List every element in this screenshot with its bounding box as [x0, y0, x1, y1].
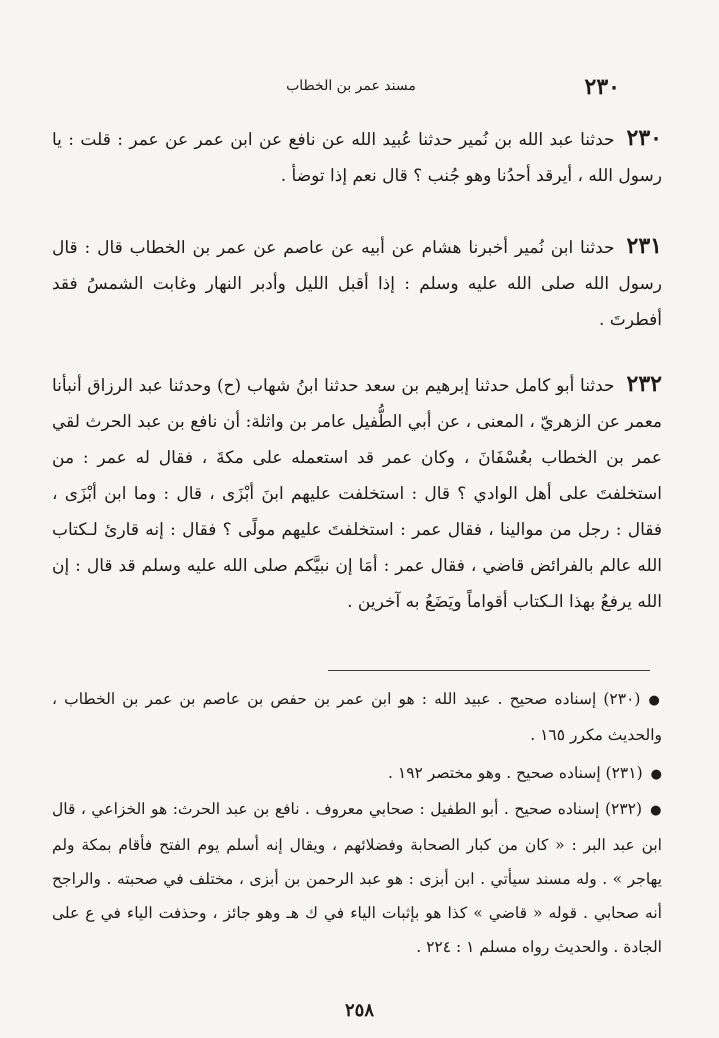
hadith-entry — [52, 366, 662, 620]
footnote — [52, 682, 662, 752]
hadith-text: حدثنا عبد الله بن نُمير حدثنا عُبيد الله عن نافع عن ابن عمر عن عمر : قلت : يا رسول الله ، أيرقد أحدُنا وهو جُنب ؟ قال نعم إذا توضأ . — [52, 130, 662, 186]
footnote — [52, 792, 662, 964]
bullet-icon: ● — [648, 693, 662, 708]
hadith-text: حدثنا أبو كامل حدثنا إبرهيم بن سعد حدثنا ابنُ شهاب (ح) وحدثنا عبد الرزاق أنبأنا معمر عن الزهريّ ، المعنى ، عن أبي الطُّفيل عامر بن واثلة: أن نافع بن عبد الحرث لقي عمر بن الخطاب بعُسْفَانَ ، وكان عمر قد استعمله على مكةَ ، فقال له عمر : من استخلفتَ على أهل الوادي ؟ قال : استخلفت عليهم ابنَ أبْزَى ، قال : وما ابن أبْزَى ، فقال : رجل من موالينا ، فقال عمر : استخلفتَ عليهم مولًى ؟ فقال : إنه قارئ لـكتاب الله عالم بالفرائض قاضي ، فقال عمر : أمَا إن نبيَّكم صلى الله عليه وسلم قد قال : إن الله يرفعُ بهذا الـكتاب أقواماً ويَضَعُ به آخرين . — [52, 376, 662, 612]
bullet-icon: ● — [650, 767, 662, 782]
footnote-text: (٢٣١) إسناده صحيح . وهو مختصر ١٩٢ . — [388, 764, 643, 782]
hadith-number: ٢٣١ — [626, 233, 662, 259]
page-number: ٢٣٠ — [584, 74, 620, 100]
footnote-text: (٢٣٢) إسناده صحيح . أبو الطفيل : صحابي معروف . نافع بن عبد الحرث: هو الخزاعي ، قال ابن عبد البر : « كان من كبار الصحابة وفضلائهم ، ويقال إنه أسلم يوم الفتح فأقام بمكة ولم يهاجر » . وله مسند سيأتي . ابن أبزى : هو عبد الرحمن بن أبزى ، مختلف في صحبته . والراجح أنه صحابي . قوله « قاضي » كذا هو بإثبات الياء في ك هـ وهو جائز ، وحذفت الياء في ع على الجادة . والحديث رواه مسلم ١ : ٢٢٤ . — [52, 800, 662, 956]
hadith-entry — [52, 228, 662, 338]
bullet-icon: ● — [650, 803, 662, 818]
page-header — [40, 74, 662, 102]
hadith-text: حدثنا ابن نُمير أخبرنا هشام عن أبيه عن عاصم عن عمر بن الخطاب قال : قال رسول الله صلى الله عليه وسلم : إذا أقبل الليل وأدبر النهار وغابت الشمسُ فقد أفطرتَ . — [52, 238, 662, 330]
footnote-text: (٢٣٠) إسناده صحيح . عبيد الله : هو ابن عمر بن حفص بن عاصم بن عمر بن الخطاب ، والحديث مكرر ١٦٥ . — [52, 690, 662, 744]
hadith-number: ٢٣٢ — [626, 371, 662, 397]
hadith-number: ٢٣٠ — [626, 125, 662, 151]
hadith-entry — [52, 120, 662, 194]
footer-page-number: ٢٥٨ — [344, 1000, 374, 1021]
footnote — [52, 756, 662, 792]
footnote-divider — [328, 670, 650, 671]
running-title: مسند عمر بن الخطاب — [286, 78, 416, 94]
